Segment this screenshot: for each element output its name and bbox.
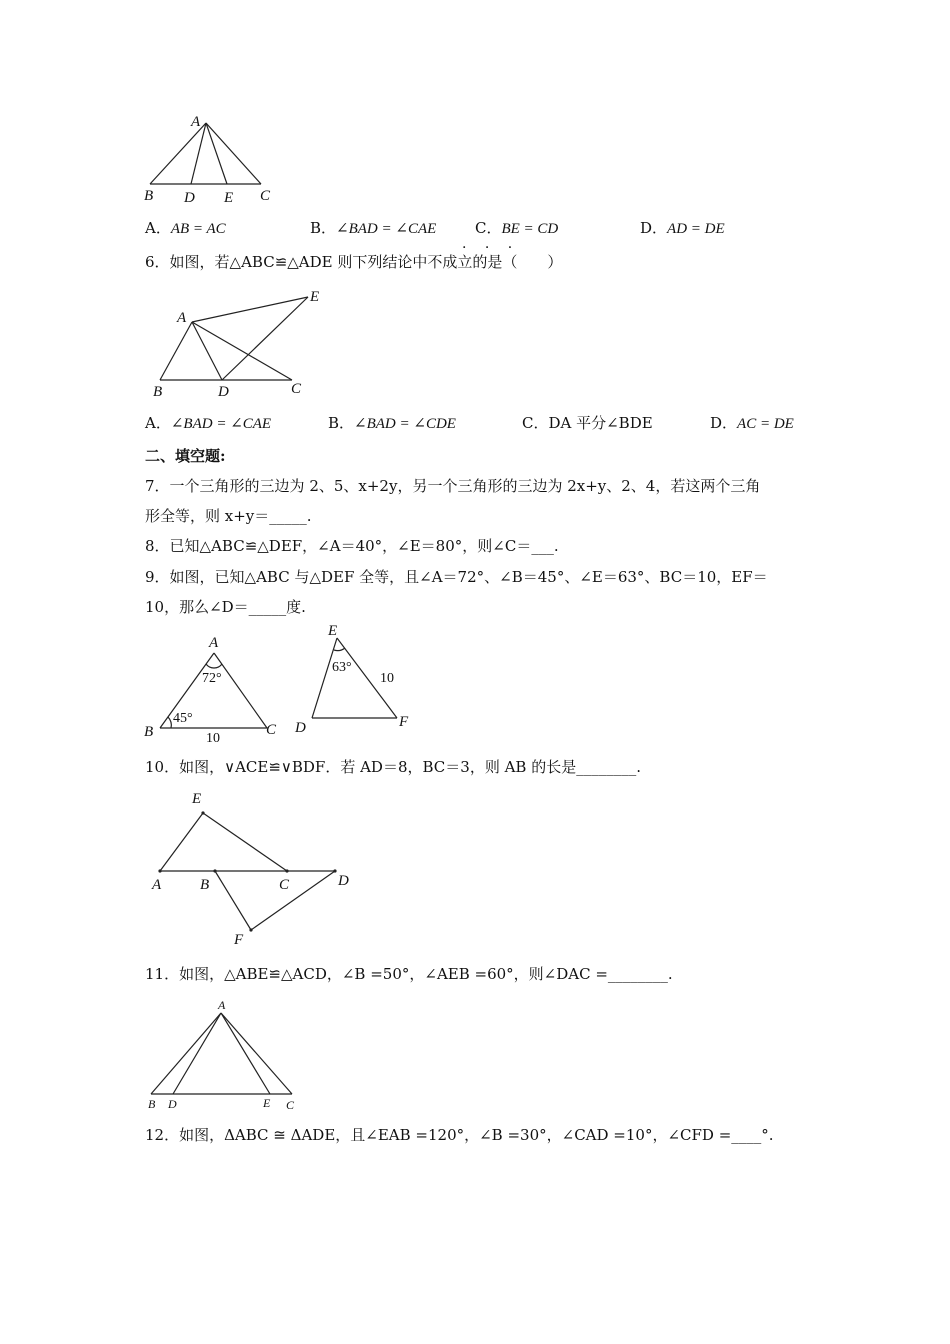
- fig9-label-c: C: [266, 722, 277, 738]
- q6-option-a: A．∠BAD = ∠CAE: [145, 414, 272, 432]
- fig9-side-bc: 10: [206, 731, 220, 746]
- fig9-side-ef: 10: [380, 671, 394, 686]
- question-7-line-2: 形全等，则 x+y＝_____.: [145, 507, 312, 525]
- fig9-label-b: B: [144, 724, 154, 740]
- question-9-line-2: 10，那么∠D＝_____度.: [145, 598, 306, 616]
- figure-q11: [145, 995, 305, 1115]
- fig9-label-e: E: [328, 623, 338, 639]
- q5-option-b: B．∠BAD = ∠CAE: [310, 219, 437, 237]
- q6-option-c: C．DA 平分∠BDE: [522, 414, 653, 432]
- fig6-label-a: A: [177, 310, 187, 326]
- fig5-label-e: E: [224, 190, 234, 206]
- q5-option-d: D．AD = DE: [640, 219, 725, 237]
- q5-option-a: A．AB = AC: [145, 219, 226, 237]
- fig10-label-e: E: [192, 791, 202, 807]
- fig6-label-b: B: [153, 384, 163, 400]
- q5-option-c: C．BE = CD: [475, 219, 559, 237]
- question-10: 10．如图，∨ACE≌∨BDF．若 AD＝8，BC＝3，则 AB 的长是________.: [145, 758, 641, 776]
- question-7-line-1: 7．一个三角形的三边为 2、5、x+2y，另一个三角形的三边为 2x+y、2、4，若这两个三角: [145, 477, 761, 495]
- fig9-label-f: F: [399, 714, 409, 730]
- fig9-angle-b: 45°: [173, 711, 193, 726]
- fig11-label-e: E: [263, 1096, 271, 1110]
- fig11-label-d: D: [168, 1097, 177, 1111]
- fig11-label-b: B: [148, 1097, 156, 1111]
- figure-q5: [140, 110, 290, 210]
- fig10-label-f: F: [234, 932, 244, 948]
- fig10-label-c: C: [279, 877, 290, 893]
- figure-q10: [145, 785, 365, 950]
- fig10-label-b: B: [200, 877, 210, 893]
- fig5-label-d: D: [184, 190, 195, 206]
- question-11: 11．如图，△ABE≌△ACD，∠B =50°，∠AEB =60°，则∠DAC =________.: [145, 965, 673, 983]
- fig9-label-a: A: [209, 635, 219, 651]
- fig6-label-c: C: [291, 381, 302, 397]
- q6-option-d: D．AC = DE: [710, 414, 794, 432]
- question-6: 6．如图，若△ABC≌△ADE 则下列结论中不成立的是（ ）: [145, 253, 563, 271]
- figure-q6: [145, 285, 345, 400]
- question-12: 12．如图，ΔABC ≅ ΔADE，且∠EAB =120°，∠B =30°，∠CAD =10°，∠CFD =____°.: [145, 1126, 774, 1144]
- emphasis-dots: · · ·: [462, 240, 520, 256]
- fig5-label-a: A: [191, 114, 201, 130]
- fig6-label-e: E: [310, 289, 320, 305]
- fig9-label-d: D: [295, 720, 306, 736]
- figure-q9: [140, 620, 430, 750]
- question-8: 8．已知△ABC≌△DEF，∠A＝40°，∠E＝80°，则∠C＝___.: [145, 537, 559, 555]
- fig9-angle-a: 72°: [202, 671, 222, 686]
- fig5-label-b: B: [144, 188, 154, 204]
- fig10-label-d: D: [338, 873, 349, 889]
- fig5-label-c: C: [260, 188, 271, 204]
- fig10-label-a: A: [152, 877, 162, 893]
- q6-option-b: B．∠BAD = ∠CDE: [328, 414, 456, 432]
- fig11-label-c: C: [286, 1098, 295, 1112]
- fig6-label-d: D: [218, 384, 229, 400]
- fig11-label-a: A: [218, 998, 226, 1012]
- section-heading-fill-in: 二、填空题:: [145, 447, 226, 465]
- fig9-angle-e: 63°: [332, 660, 352, 675]
- question-9-line-1: 9．如图，已知△ABC 与△DEF 全等，且∠A＝72°、∠B＝45°、∠E＝63°、BC＝10，EF＝: [145, 568, 768, 586]
